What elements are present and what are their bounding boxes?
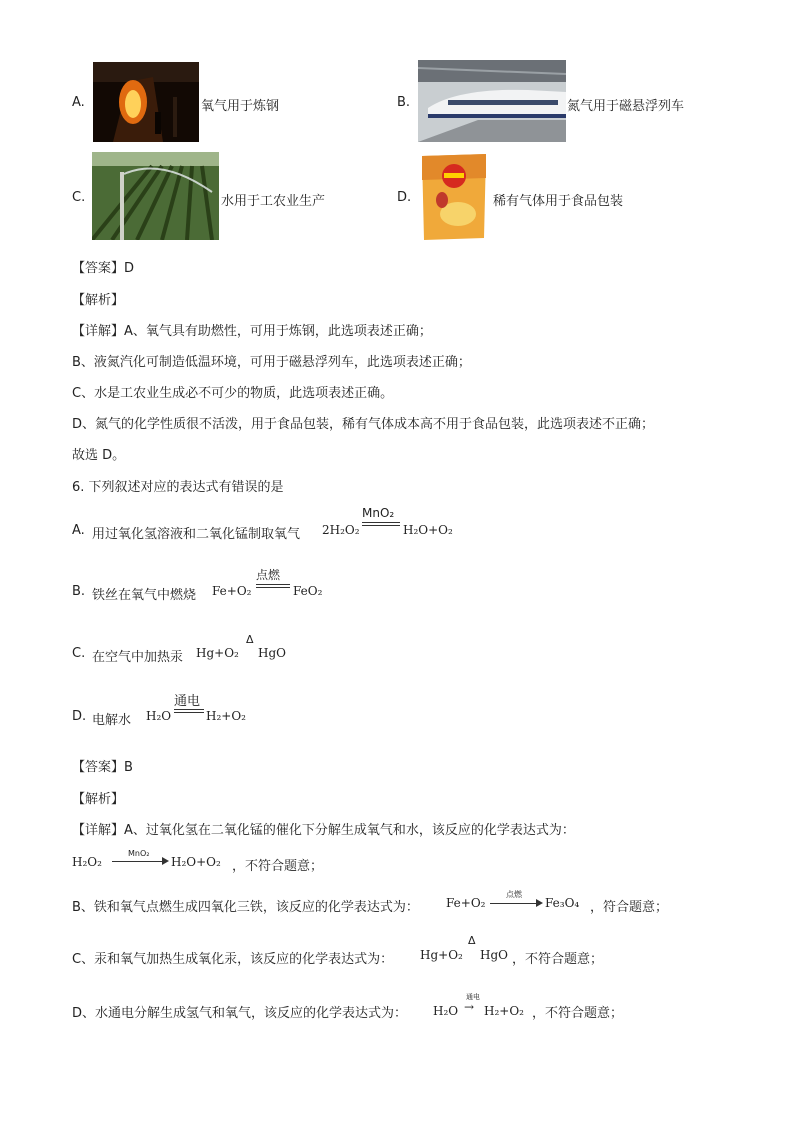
detail6-b-tail: ，符合题意； — [590, 900, 669, 915]
detail6-c-reactant: Hg+O₂ — [420, 948, 463, 962]
q6-c-reactant: Hg+O₂ — [196, 646, 239, 660]
detail6-d-arrow: → — [464, 1000, 475, 1014]
detail6-a-arrow-line — [112, 861, 164, 862]
answer-6: 【答案】B — [72, 760, 133, 775]
detail6-c-line: C、汞和氧气加热生成氧化汞，该反应的化学表达式为： — [72, 952, 394, 967]
detail5-line-5: 故选 D。 — [72, 448, 126, 463]
option-c-letter: C. — [72, 190, 86, 205]
detail6-c-condition: Δ — [468, 934, 476, 947]
q6-option-d-text: 电解水 — [92, 713, 132, 728]
q6-c-product: HgO — [258, 646, 286, 660]
detail6-a-line: 【详解】A、过氧化氢在二氧化锰的催化下分解生成氧气和水，该反应的化学表达式为： — [72, 823, 575, 838]
q6-a-condition: MnO₂ — [362, 506, 395, 520]
detail6-a-product: H₂O+O₂ — [171, 855, 221, 869]
detail6-d-product: H₂+O₂ — [484, 1004, 524, 1018]
detail6-b-arrowhead — [536, 899, 543, 907]
irrigation-field-image — [92, 152, 219, 240]
detail6-b-line: B、铁和氧气点燃生成四氧化三铁，该反应的化学表达式为： — [72, 900, 419, 915]
jiexi-6: 【解析】 — [72, 792, 125, 807]
steel-furnace-image — [93, 62, 199, 142]
option-a-letter: A. — [72, 95, 85, 110]
q6-option-b-text: 铁丝在氧气中燃烧 — [92, 588, 197, 603]
answer-5: 【答案】D — [72, 261, 135, 276]
q6-option-a-letter: A. — [72, 523, 85, 538]
detail6-b-reactant: Fe+O₂ — [446, 896, 486, 910]
q6-a-reactant: 2H₂O₂ — [322, 523, 360, 537]
detail6-a-condition: MnO₂ — [128, 849, 150, 858]
q6-d-reactant: H₂O — [146, 709, 172, 723]
detail5-line-1: 【详解】A、氧气具有助燃性，可用于炼钢，此选项表述正确； — [72, 324, 432, 339]
q6-d-product: H₂+O₂ — [206, 709, 246, 723]
q6-b-reactant: Fe+O₂ — [212, 584, 252, 598]
detail6-a-reactant: H₂O₂ — [72, 855, 102, 869]
q6-option-d-letter: D. — [72, 709, 87, 724]
q6-option-c-text: 在空气中加热汞 — [92, 650, 184, 665]
option-d-letter: D. — [397, 190, 412, 205]
option-d-text: 稀有气体用于食品包装 — [493, 194, 624, 209]
q6-option-c-letter: C. — [72, 646, 86, 661]
q6-b-product: FeO₂ — [293, 584, 323, 598]
option-a-text: 氧气用于炼钢 — [201, 99, 280, 114]
question-6-stem: 6. 下列叙述对应的表达式有错误的是 — [72, 480, 284, 495]
option-c-text: 水用于工农业生产 — [221, 194, 326, 209]
option-b-letter: B. — [397, 95, 411, 110]
detail6-b-condition: 点燃 — [506, 890, 522, 899]
detail6-a-tail: ，不符合题意； — [232, 859, 324, 874]
detail6-d-tail: ，不符合题意； — [532, 1006, 624, 1021]
q6-b-arrow — [256, 584, 290, 588]
detail5-line-4: D、氮气的化学性质很不活泼，用于食品包装，稀有气体成本高不用于食品包装，此选项表述不正确； — [72, 417, 655, 432]
detail6-a-arrowhead — [162, 857, 169, 865]
detail6-c-tail: ，不符合题意； — [512, 952, 604, 967]
detail6-d-condition: 通电 — [466, 993, 480, 1001]
q6-c-condition: Δ — [246, 633, 254, 646]
q6-a-product: H₂O+O₂ — [403, 523, 453, 537]
detail6-b-product: Fe₃O₄ — [545, 896, 580, 910]
q6-d-arrow — [174, 709, 204, 713]
q6-b-condition: 点燃 — [256, 568, 281, 582]
q6-d-condition: 通电 — [174, 694, 201, 709]
detail6-b-arrow-line — [490, 903, 538, 904]
maglev-train-image — [418, 60, 566, 142]
detail5-line-3: C、水是工农业生成必不可少的物质，此选项表述正确。 — [72, 386, 394, 401]
detail6-c-product: HgO — [480, 948, 508, 962]
q6-option-b-letter: B. — [72, 584, 86, 599]
detail6-d-reactant: H₂O — [433, 1004, 459, 1018]
q6-a-arrow — [362, 522, 400, 526]
detail6-d-line: D、水通电分解生成氢气和氧气，该反应的化学表达式为： — [72, 1006, 408, 1021]
option-b-text: 氮气用于磁悬浮列车 — [567, 99, 685, 114]
jiexi-5: 【解析】 — [72, 293, 125, 308]
chip-bag-image — [418, 150, 490, 242]
q6-option-a-text: 用过氧化氢溶液和二氧化锰制取氧气 — [92, 527, 301, 542]
detail5-line-2: B、液氮汽化可制造低温环境，可用于磁悬浮列车，此选项表述正确； — [72, 355, 471, 370]
